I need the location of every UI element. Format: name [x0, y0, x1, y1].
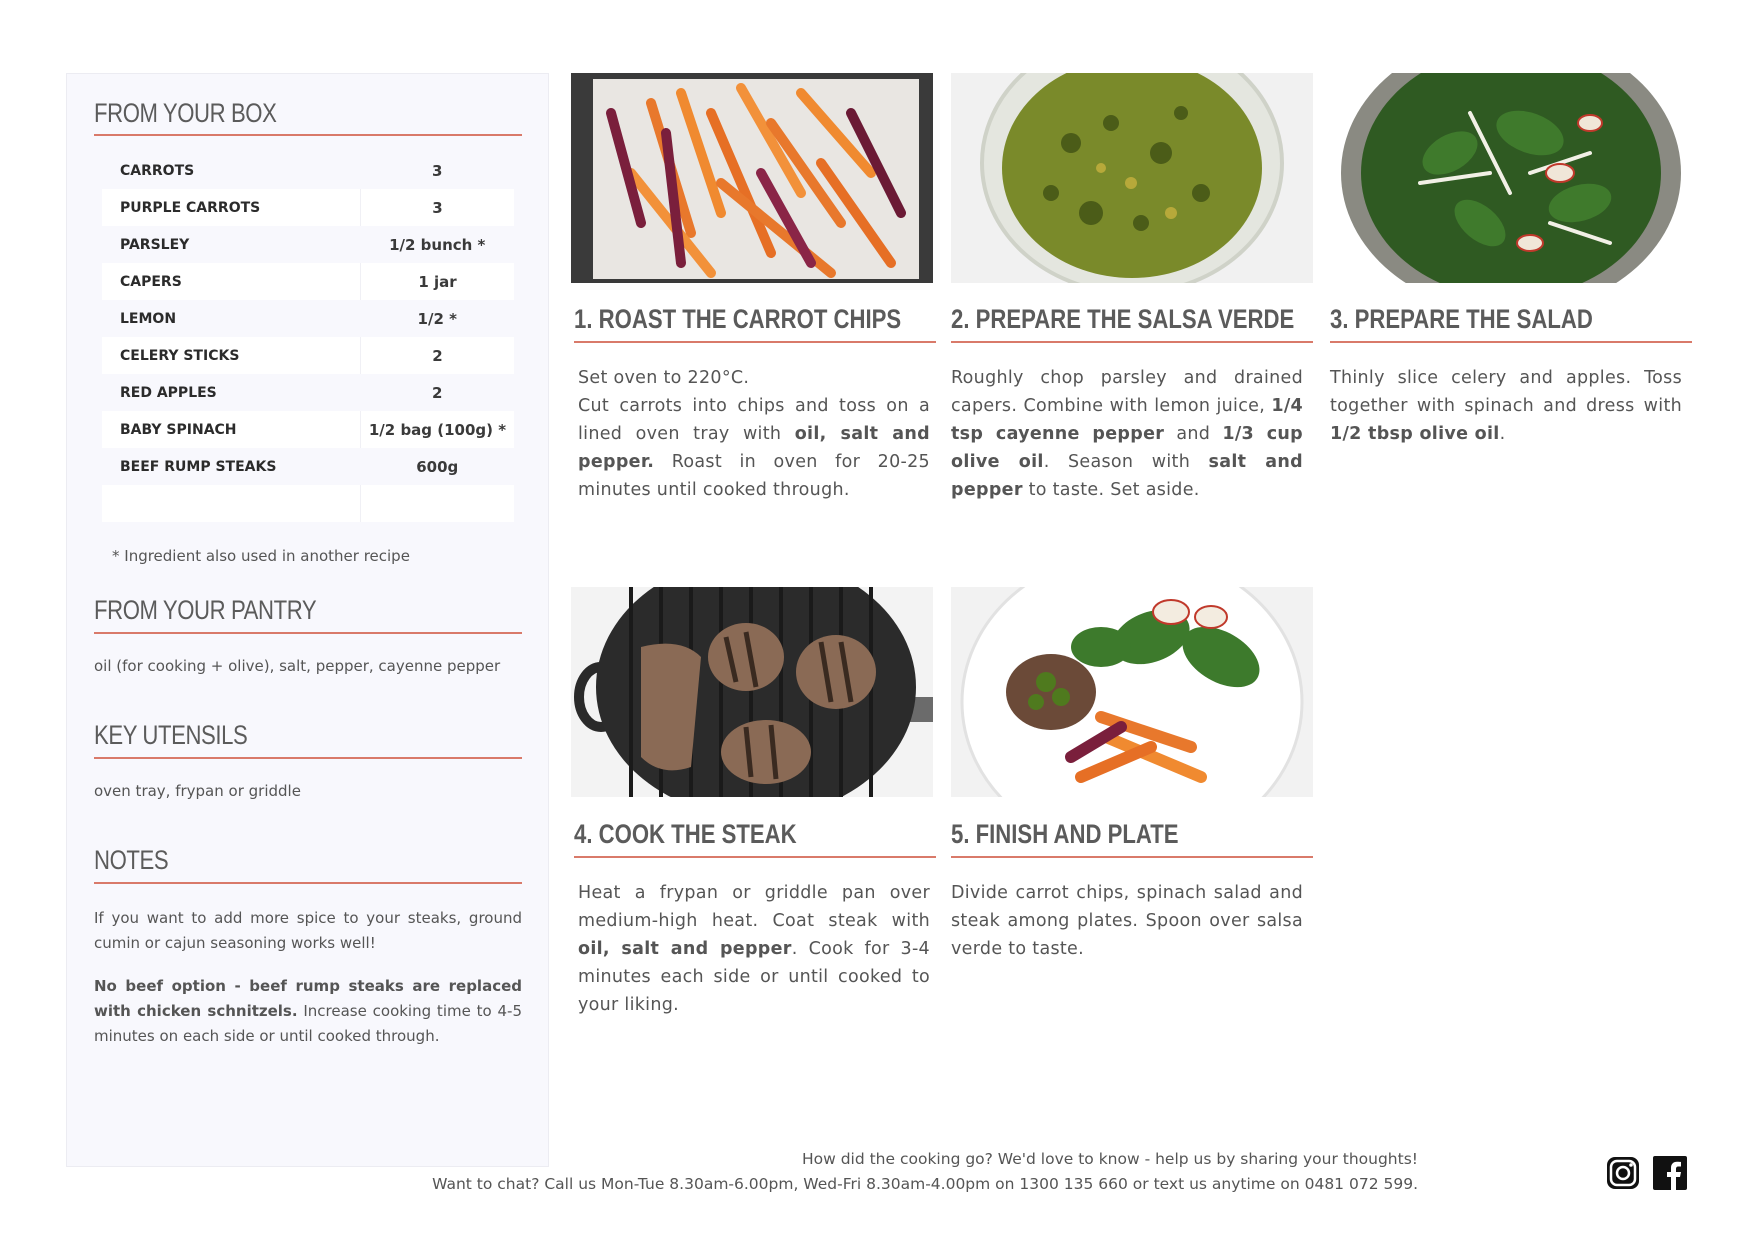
step-4-text-part: . Cook for 3-4 minutes each side or until cooked to your liking.	[578, 939, 930, 1015]
step-3-title: 3. PREPARE THE SALAD	[1330, 304, 1593, 334]
step-5-image	[951, 587, 1313, 797]
ingredient-name: CARROTS	[120, 162, 195, 179]
step-2-text-part: Roughly chop parsley and drained capers. Combine with lemon juice,	[951, 368, 1303, 416]
step-1-text	[578, 364, 930, 504]
instagram-icon[interactable]	[1605, 1155, 1641, 1191]
notes-paragraph-2	[94, 974, 522, 1049]
step-3-text-part: .	[1499, 424, 1506, 444]
step-1-image	[571, 73, 933, 283]
ingredient-quantity: 3	[361, 189, 515, 226]
heading-rule	[574, 856, 936, 858]
ingredient-name: RED APPLES	[120, 384, 217, 401]
from-your-pantry-heading: FROM YOUR PANTRY	[94, 595, 317, 625]
ingredients-table	[102, 152, 514, 522]
key-utensils-heading: KEY UTENSILS	[94, 720, 248, 750]
heading-rule	[951, 856, 1313, 858]
ingredient-row	[102, 448, 514, 485]
ingredient-quantity: 3	[432, 161, 443, 180]
ingredient-row	[102, 337, 514, 374]
heading-rule	[94, 134, 522, 136]
step-2-title: 2. PREPARE THE SALSA VERDE	[951, 304, 1295, 334]
step-3-image	[1330, 73, 1692, 283]
heading-rule	[1330, 341, 1692, 343]
ingredient-row	[102, 374, 514, 411]
step-2-bold: 1/4 tsp cayenne pepper	[951, 396, 1303, 444]
step-2-text-part: and	[1164, 424, 1223, 444]
heading-rule	[951, 341, 1313, 343]
step-5-text: Divide carrot chips, spinach salad and steak among plates. Spoon over salsa verde to taste.	[951, 883, 1303, 959]
ingredient-name: PARSLEY	[120, 236, 190, 253]
ingredient-name: BABY SPINACH	[102, 411, 361, 448]
notes-paragraph-1: If you want to add more spice to your steaks, ground cumin or cajun seasoning works well!	[94, 909, 522, 952]
ingredient-quantity: 600g	[416, 457, 459, 476]
ingredient-row	[102, 152, 514, 189]
ingredient-row	[102, 485, 514, 522]
step-3-text	[1330, 364, 1682, 448]
footer-feedback-text: How did the cooking go? We'd love to know - help us by sharing your thoughts!	[801, 1150, 1418, 1168]
step-4-bold: oil, salt and pepper	[578, 939, 792, 959]
ingredient-quantity: 2	[432, 383, 443, 402]
ingredients-panel	[66, 73, 549, 1167]
step-1-text-part: Cut carrots into chips and toss on a lined oven tray with	[578, 396, 930, 444]
notes-bold-text: No beef option - beef rump steaks are replaced with chicken schnitzels.	[94, 977, 522, 1020]
ingredient-quantity: 1/2 bunch *	[389, 235, 486, 254]
step-1-line-1: Set oven to 220°C.	[578, 368, 750, 388]
ingredient-name: CAPERS	[102, 263, 361, 300]
ingredient-row	[102, 189, 514, 226]
step-1-text-part: Roast in oven for 20-25 minutes until cooked through.	[578, 452, 930, 500]
facebook-icon[interactable]	[1652, 1155, 1688, 1191]
ingredient-quantity: 2	[361, 337, 515, 374]
step-4-image	[571, 587, 933, 797]
from-your-box-heading: FROM YOUR BOX	[94, 98, 277, 128]
step-4-text	[578, 879, 930, 1019]
footer-contact-text: Want to chat? Call us Mon-Tue 8.30am-6.00pm, Wed-Fri 8.30am-4.00pm on 1300 135 660 or text us anytime on 0481 072 599.	[432, 1175, 1418, 1193]
step-3-text-part: Thinly slice celery and apples. Toss together with spinach and dress with	[1330, 368, 1682, 416]
heading-rule	[94, 757, 522, 759]
pantry-text: oil (for cooking + olive), salt, pepper, cayenne pepper	[94, 657, 501, 675]
ingredient-row	[102, 411, 514, 448]
ingredient-name: PURPLE CARROTS	[102, 189, 361, 226]
ingredient-name: LEMON	[120, 310, 177, 327]
ingredient-quantity: 1 jar	[361, 263, 515, 300]
ingredient-quantity: 1/2 *	[417, 309, 457, 328]
step-2-bold: 1/3 cup olive oil	[951, 424, 1303, 472]
notes-rest-text: Increase cooking time to 4-5 minutes on each side or until cooked through.	[94, 1002, 522, 1045]
heading-rule	[574, 341, 936, 343]
step-4-text-part: Heat a frypan or griddle pan over medium-high heat. Coat steak with	[578, 883, 930, 931]
step-2-text-part: to taste. Set aside.	[1022, 480, 1200, 500]
ingredient-name: BEEF RUMP STEAKS	[120, 458, 277, 475]
heading-rule	[94, 632, 522, 634]
ingredient-row	[102, 226, 514, 263]
step-3-bold: 1/2 tbsp olive oil	[1330, 424, 1500, 444]
ingredient-name: CELERY STICKS	[102, 337, 361, 374]
step-2-bold: salt and pepper	[951, 452, 1304, 500]
notes-heading: NOTES	[94, 845, 169, 875]
ingredient-quantity	[361, 485, 515, 522]
step-2-image	[951, 73, 1313, 283]
step-1-bold: oil, salt and pepper.	[578, 424, 930, 472]
step-4-title: 4. COOK THE STEAK	[574, 819, 797, 849]
utensils-text: oven tray, frypan or griddle	[94, 782, 301, 800]
step-5-title: 5. FINISH AND PLATE	[951, 819, 1179, 849]
ingredient-row	[102, 300, 514, 337]
step-2-text-part: . Season with	[1043, 452, 1209, 472]
ingredient-name	[102, 485, 361, 522]
heading-rule	[94, 882, 522, 884]
step-1-title: 1. ROAST THE CARROT CHIPS	[574, 304, 902, 334]
ingredient-quantity: 1/2 bag (100g) *	[361, 411, 515, 448]
ingredient-footnote: * Ingredient also used in another recipe	[112, 547, 410, 565]
step-2-text	[951, 364, 1303, 504]
ingredient-row	[102, 263, 514, 300]
